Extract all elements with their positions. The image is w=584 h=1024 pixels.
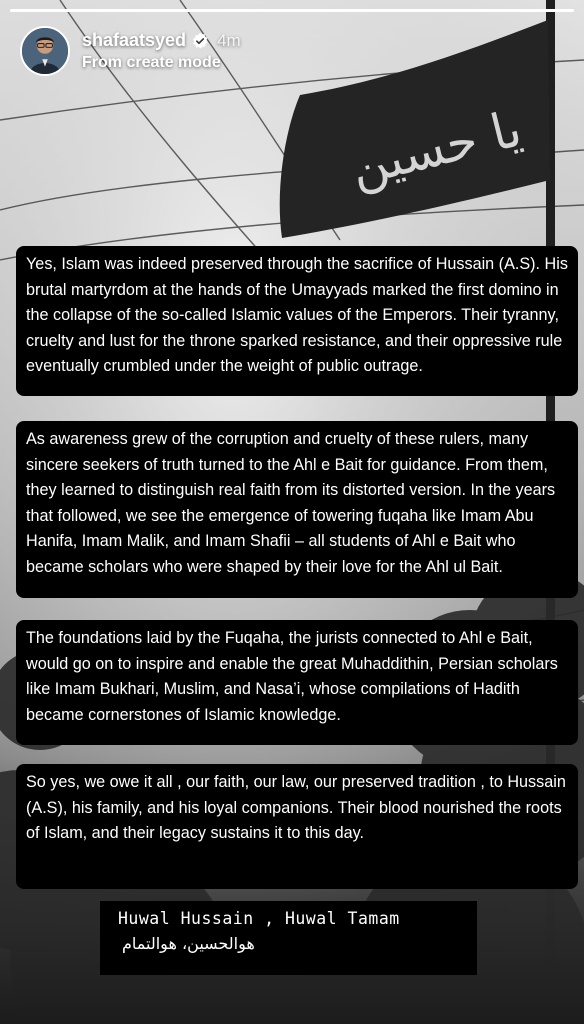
verified-badge-icon <box>191 32 209 50</box>
progress-segment <box>10 9 574 12</box>
post-time: 4m <box>217 30 241 50</box>
avatar[interactable] <box>20 26 70 76</box>
story-progress-bar <box>10 9 574 12</box>
user-line <box>82 30 241 51</box>
progress-fill <box>10 9 574 12</box>
story-header <box>20 24 241 78</box>
text-block: So yes, we owe it all , our faith, our law, our preserved tradition , to Hussain (A.S), his family, and his loyal companions. Their blood nourished the roots of Islam, and their legacy sustains it to this day. <box>16 764 578 889</box>
user-info <box>82 30 241 72</box>
text-block: Yes, Islam was indeed preserved through the sacrifice of Hussain (A.S). His brutal martyrdom at the hands of the Umayyads marked the first domino in the collapse of the so-called Islamic values of the Emperors. Their tyranny, cruelty and lust for the throne sparked resistance, and their oppressive rule eventually crumbled under the weight of public outrage. <box>16 246 578 396</box>
create-mode-label[interactable]: From create mode <box>82 54 221 71</box>
quote-latin: Huwal Hussain , Huwal Tamam <box>118 909 400 928</box>
quote-box <box>100 901 477 975</box>
text-block: As awareness grew of the corruption and cruelty of these rulers, many sincere seekers of truth turned to the Ahl e Bait for guidance. From them, they learned to distinguish real faith from its distorted version. In the years that followed, we see the emergence of towering fuqaha like Imam Abu Hanifa, Imam Malik, and Imam Shafii – all students of Ahl e Bait who became scholars who were shaped by their love for the Ahl ul Bait. <box>16 421 578 598</box>
flag-text: یا حسین <box>344 99 528 198</box>
quote-arabic: ھوالحسین، ھوالتمام <box>122 934 255 953</box>
text-block: The foundations laid by the Fuqaha, the jurists connected to Ahl e Bait, would go on to inspire and enable the great Muhaddithin, Persian scholars like Imam Bukhari, Muslim, and Nasa’i, whose compilations of Hadith became cornerstones of Islamic knowledge. <box>16 620 578 745</box>
username[interactable]: shafaatsyed <box>82 30 187 50</box>
